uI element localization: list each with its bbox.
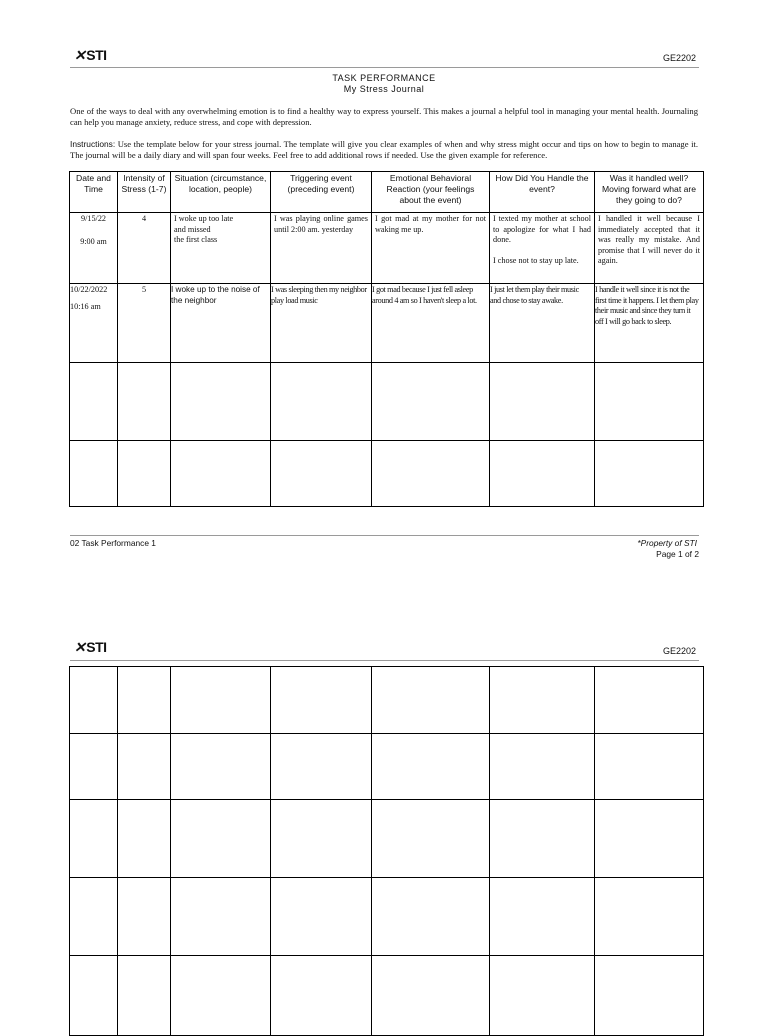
sti-logo: ✕STI <box>74 47 107 63</box>
reaction-cell: I got mad at my mother for not waking me up. <box>372 213 490 284</box>
date-time-cell <box>70 213 118 284</box>
handle-text-2: I chose not to stay up late. <box>493 255 579 265</box>
footer-rule <box>70 535 699 536</box>
date-time-cell <box>70 284 118 363</box>
course-code: GE2202 <box>662 53 696 63</box>
handle-cell: I just let them play their music and chose to stay awake. <box>490 284 595 363</box>
trigger-cell: I was sleeping then my neighbor play load music <box>271 284 372 363</box>
intensity-cell: 5 <box>118 284 171 363</box>
header-trigger: Triggering event (preceding event) <box>271 172 372 213</box>
table-row <box>70 213 704 284</box>
table-row-empty <box>70 667 704 734</box>
footer-left: 02 Task Performance 1 <box>70 538 156 548</box>
trigger-cell: I was playing online games until 2:00 am. yesterday <box>271 213 372 284</box>
situation-cell: I woke up too late and missed the first class <box>171 213 271 284</box>
date-text: 10/22/2022 <box>70 285 108 294</box>
time-text: 10:16 am <box>70 301 101 311</box>
sti-logo-mark-icon: ✕ <box>74 47 86 63</box>
header-handle: How Did You Handle the event? <box>490 172 595 213</box>
handled-well-cell: I handled it well because I immediately accepted that it was really my mistake. And promise that I will never do it again. <box>595 213 704 284</box>
table-row <box>70 284 704 363</box>
header-rule <box>70 67 699 68</box>
intro-paragraph: One of the ways to deal with any overwhelming emotion is to find a healthy way to express yourself. This makes a journal a helpful tool in managing your mental health. Journaling can help you manage anxiety, reduce stress, and cope with depression. <box>70 106 698 127</box>
doc-title: TASK PERFORMANCE <box>332 73 436 83</box>
header-rule-page2 <box>70 660 699 661</box>
handle-text: I texted my mother at school to apologize for what I had done. <box>493 214 591 244</box>
table-row-empty <box>70 878 704 956</box>
table-row-empty <box>70 441 704 507</box>
reaction-cell: I got mad because I just fell asleep around 4 am so I haven't sleep a lot. <box>372 284 490 363</box>
footer-page: Page 1 of 2 <box>656 549 699 559</box>
date-text: 9/15/22 <box>80 214 107 223</box>
header-handled-well: Was it handled well? Moving forward what are they going to do? <box>595 172 704 213</box>
sti-logo-page2: ✕STI <box>74 639 107 655</box>
table-row-empty <box>70 734 704 800</box>
doc-subtitle: My Stress Journal <box>343 84 425 94</box>
instructions-text: Use the template below for your stress journal. The template will give you clear examples of when and why stress might occur and tips on how to begin to manage it. The journal will be a daily diary and will span four weeks. Feel free to add additional rows if needed. Use the given example for reference. <box>70 139 698 160</box>
course-code-page2: GE2202 <box>662 646 696 656</box>
handle-cell <box>490 213 595 284</box>
instructions-label: Instructions: <box>70 139 116 149</box>
situation-cell: I woke up to the noise of the neighbor <box>171 284 271 363</box>
footer-property: *Property of STI <box>637 538 697 548</box>
sti-logo-mark-icon: ✕ <box>74 639 86 655</box>
table-header-row <box>70 172 704 213</box>
intensity-cell: 4 <box>118 213 171 284</box>
stress-journal-table <box>69 171 704 507</box>
header-intensity: Intensity of Stress (1-7) <box>118 172 171 213</box>
header-reaction: Emotional Behavioral Reaction (your feelings about the event) <box>372 172 490 213</box>
table-row-empty <box>70 800 704 878</box>
table-row-empty <box>70 363 704 441</box>
header-date-time: Date and Time <box>70 172 118 213</box>
stress-journal-table-continued <box>69 666 704 1036</box>
handled-well-cell: I handle it well since it is not the first time it happens. I let them play their music and since they turn it off I will go back to sleep. <box>595 284 704 363</box>
header-situation: Situation (circumstance, location, people) <box>171 172 271 213</box>
instructions-paragraph <box>70 139 698 161</box>
time-text: 9:00 am <box>80 236 107 246</box>
